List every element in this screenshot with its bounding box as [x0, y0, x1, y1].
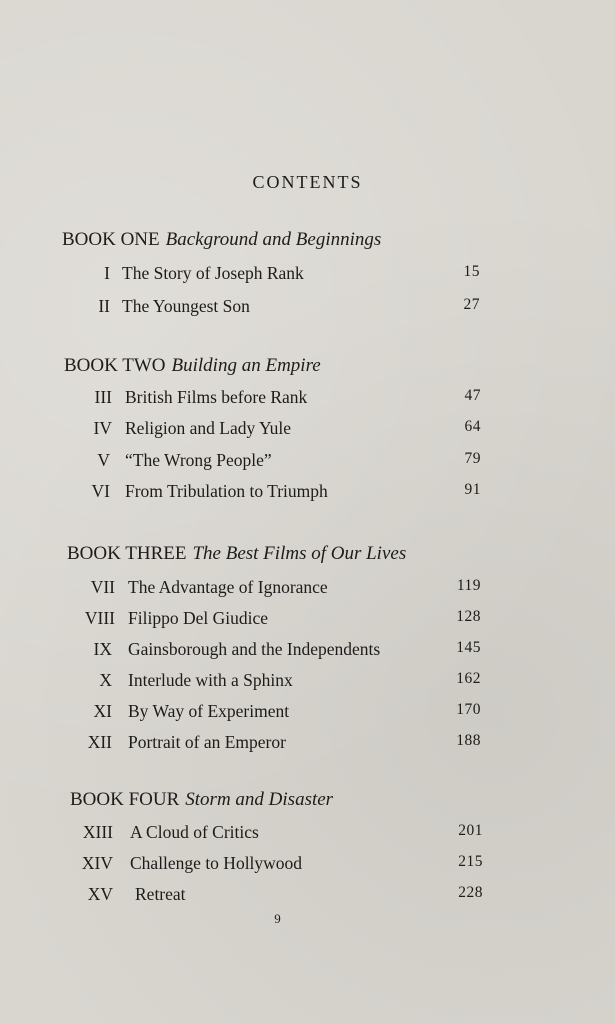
- chapter-title: The Advantage of Ignorance: [128, 577, 328, 597]
- chapter-title: Filippo Del Giudice: [128, 608, 268, 628]
- book-subtitle: Storm and Disaster: [185, 789, 334, 810]
- chapter-title: Gainsborough and the Independents: [128, 639, 381, 659]
- book-label: BOOK FOUR: [70, 789, 180, 810]
- chapter-number: XIV: [81, 853, 113, 873]
- contents-heading: CONTENTS: [252, 172, 363, 192]
- chapter-number: IV: [93, 418, 112, 438]
- book-three-heading: [67, 543, 406, 565]
- chapter-number: II: [98, 296, 110, 316]
- chapter-page: 27: [463, 296, 480, 313]
- chapter-page: 91: [464, 481, 481, 498]
- chapter-number: XI: [93, 701, 112, 721]
- chapter-page: 15: [463, 263, 480, 280]
- book-label: BOOK THREE: [67, 543, 187, 564]
- chapter-number: V: [97, 450, 110, 470]
- book-label: BOOK ONE: [62, 229, 160, 250]
- chapter-number: VI: [91, 481, 110, 501]
- chapter-title: A Cloud of Critics: [130, 822, 259, 842]
- chapter-title: Portrait of an Emperor: [128, 732, 286, 752]
- chapter-title: “The Wrong People”: [125, 450, 272, 470]
- chapter-title: The Youngest Son: [122, 296, 250, 316]
- chapter-page: 170: [456, 701, 481, 718]
- chapter-number: IX: [93, 639, 112, 659]
- chapter-page: 201: [458, 822, 483, 839]
- chapter-page: 215: [458, 853, 483, 870]
- chapter-page: 128: [456, 608, 481, 625]
- chapter-title: Religion and Lady Yule: [125, 418, 292, 438]
- chapter-page: 47: [464, 387, 481, 404]
- chapter-page: 64: [464, 418, 481, 435]
- chapter-page: 162: [456, 670, 481, 687]
- chapter-number: VIII: [84, 608, 115, 628]
- chapter-number: VII: [90, 577, 115, 597]
- chapter-page: 79: [464, 450, 481, 467]
- book-subtitle: The Best Films of Our Lives: [192, 543, 407, 564]
- chapter-number: XIII: [82, 822, 113, 842]
- page-number: 9: [274, 911, 281, 926]
- chapter-title: From Tribulation to Triumph: [125, 481, 328, 501]
- chapter-page: 188: [456, 732, 481, 749]
- book-subtitle: Background and Beginnings: [165, 229, 382, 250]
- book-four-heading: [70, 789, 333, 811]
- chapter-title: Retreat: [135, 884, 186, 904]
- chapter-number: XV: [87, 884, 113, 904]
- chapter-title: Challenge to Hollywood: [130, 853, 303, 873]
- book-one-heading: [62, 229, 381, 251]
- chapter-number: I: [104, 263, 110, 283]
- book-label: BOOK TWO: [64, 355, 166, 376]
- chapter-page: 228: [458, 884, 483, 901]
- chapter-title: British Films before Rank: [125, 387, 308, 407]
- chapter-number: X: [99, 670, 112, 690]
- chapter-title: By Way of Experiment: [128, 701, 290, 721]
- chapter-title: Interlude with a Sphinx: [128, 670, 293, 690]
- chapter-page: 145: [456, 639, 481, 656]
- chapter-page: 119: [456, 577, 481, 594]
- chapter-number: III: [94, 387, 112, 407]
- chapter-number: XII: [87, 732, 112, 752]
- book-subtitle: Building an Empire: [171, 355, 321, 376]
- book-two-heading: [64, 355, 321, 377]
- chapter-title: The Story of Joseph Rank: [122, 263, 304, 283]
